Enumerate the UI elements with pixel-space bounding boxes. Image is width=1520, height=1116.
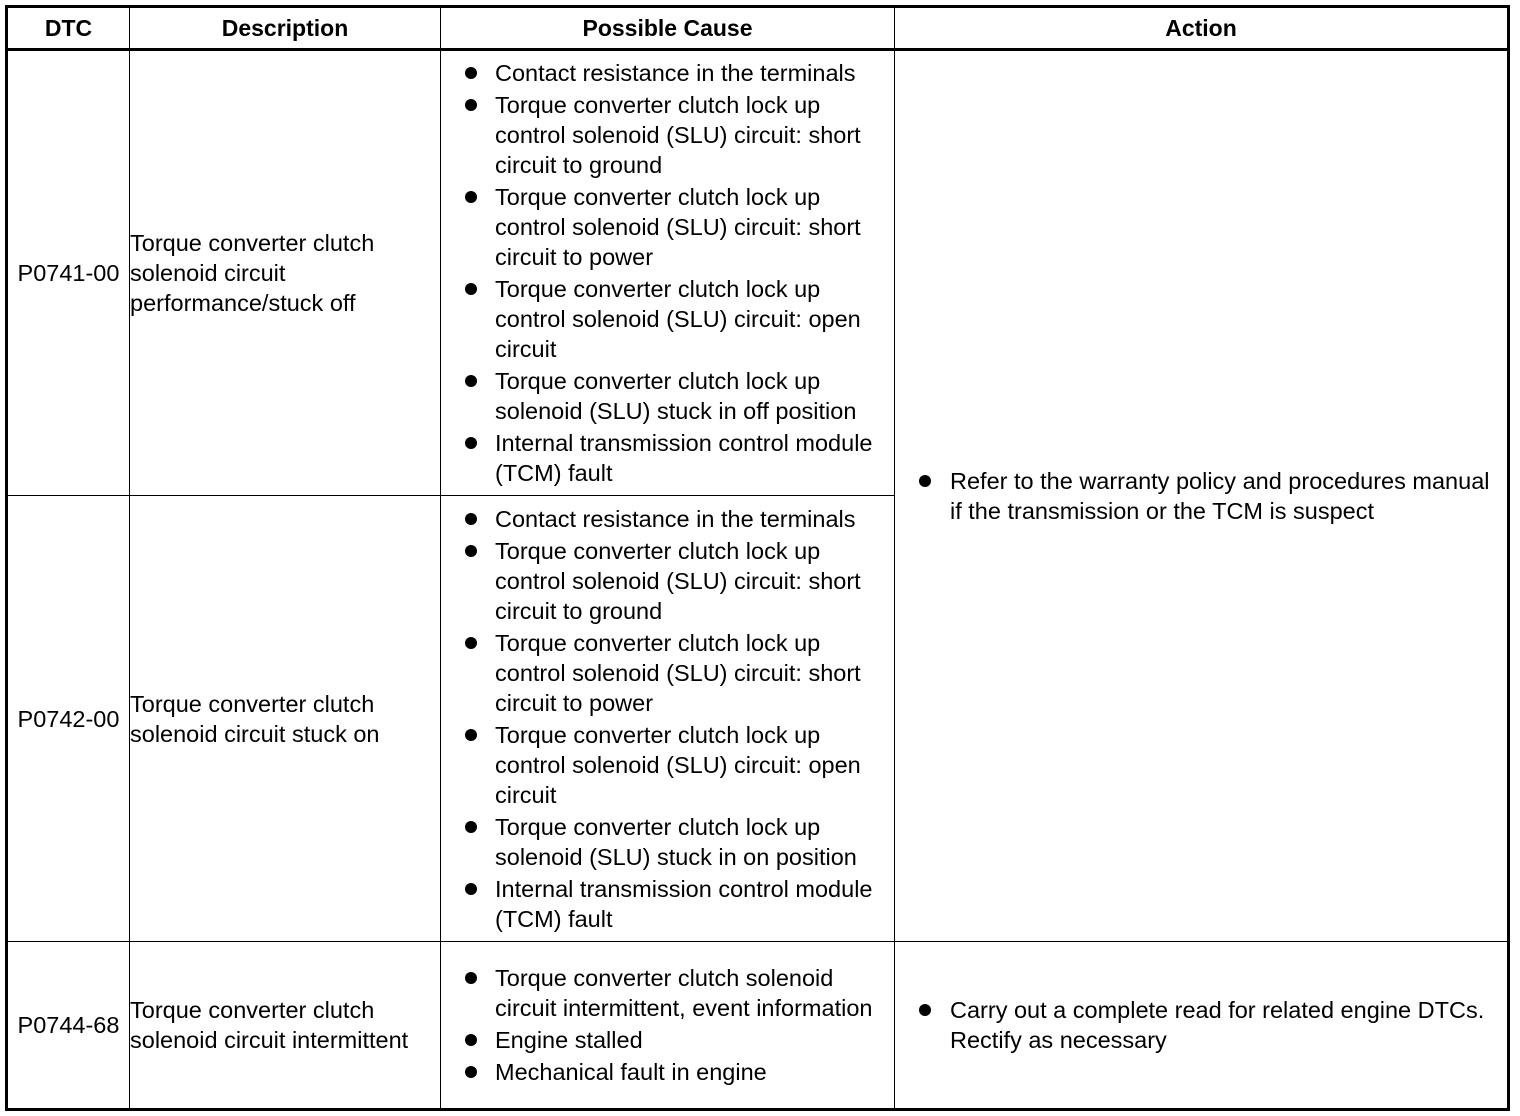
bullet-icon xyxy=(919,1004,931,1016)
bullet-icon xyxy=(465,545,477,557)
table-row xyxy=(7,50,1509,496)
header-action: Action xyxy=(895,7,1509,50)
bullet-icon xyxy=(465,375,477,387)
list-item: Torque converter clutch lock up control solenoid (SLU) circuit: open circuit xyxy=(441,720,894,810)
list-item: Contact resistance in the terminals xyxy=(441,504,894,534)
list-item: Torque converter clutch lock up control solenoid (SLU) circuit: open circuit xyxy=(441,274,894,364)
list-item: Internal transmission control module (TCM) fault xyxy=(441,874,894,934)
list-item: Contact resistance in the terminals xyxy=(441,58,894,88)
action-list xyxy=(895,995,1507,1055)
dtc-table xyxy=(5,5,1510,1111)
header-dtc: DTC xyxy=(7,7,130,50)
list-item: Mechanical fault in engine xyxy=(441,1057,894,1087)
dtc-description: Torque converter clutch solenoid circuit intermittent xyxy=(130,942,441,1110)
bullet-icon xyxy=(465,191,477,203)
cause-list xyxy=(441,963,894,1087)
bullet-icon xyxy=(465,437,477,449)
list-item: Torque converter clutch solenoid circuit intermittent, event information xyxy=(441,963,894,1023)
list-item: Torque converter clutch lock up control solenoid (SLU) circuit: short circuit to power xyxy=(441,182,894,272)
bullet-icon xyxy=(465,972,477,984)
possible-cause-cell xyxy=(441,50,895,496)
possible-cause-cell xyxy=(441,496,895,942)
bullet-icon xyxy=(919,475,931,487)
list-item: Torque converter clutch lock up solenoid (SLU) stuck in off position xyxy=(441,366,894,426)
cause-list xyxy=(441,58,894,488)
dtc-code: P0741-00 xyxy=(7,50,130,496)
bullet-icon xyxy=(465,513,477,525)
list-item: Torque converter clutch lock up control solenoid (SLU) circuit: short circuit to ground xyxy=(441,536,894,626)
bullet-icon xyxy=(465,67,477,79)
bullet-icon xyxy=(465,99,477,111)
table-row xyxy=(7,942,1509,1110)
list-item: Carry out a complete read for related engine DTCs. Rectify as necessary xyxy=(895,995,1507,1055)
list-item: Torque converter clutch lock up control solenoid (SLU) circuit: short circuit to ground xyxy=(441,90,894,180)
dtc-description: Torque converter clutch solenoid circuit stuck on xyxy=(130,496,441,942)
possible-cause-cell xyxy=(441,942,895,1110)
cause-list xyxy=(441,504,894,934)
bullet-icon xyxy=(465,821,477,833)
bullet-icon xyxy=(465,637,477,649)
dtc-code: P0742-00 xyxy=(7,496,130,942)
bullet-icon xyxy=(465,883,477,895)
header-row xyxy=(7,7,1509,50)
bullet-icon xyxy=(465,283,477,295)
list-item: Torque converter clutch lock up solenoid (SLU) stuck in on position xyxy=(441,812,894,872)
list-item: Torque converter clutch lock up control solenoid (SLU) circuit: short circuit to power xyxy=(441,628,894,718)
action-list xyxy=(895,466,1507,526)
dtc-code: P0744-68 xyxy=(7,942,130,1110)
list-item: Refer to the warranty policy and procedures manual if the transmission or the TCM is suspect xyxy=(895,466,1507,526)
action-cell xyxy=(895,50,1509,942)
bullet-icon xyxy=(465,729,477,741)
list-item: Engine stalled xyxy=(441,1025,894,1055)
header-description: Description xyxy=(130,7,441,50)
bullet-icon xyxy=(465,1066,477,1078)
bullet-icon xyxy=(465,1034,477,1046)
header-possible-cause: Possible Cause xyxy=(441,7,895,50)
list-item: Internal transmission control module (TCM) fault xyxy=(441,428,894,488)
dtc-description: Torque converter clutch solenoid circuit performance/stuck off xyxy=(130,50,441,496)
action-cell xyxy=(895,942,1509,1110)
